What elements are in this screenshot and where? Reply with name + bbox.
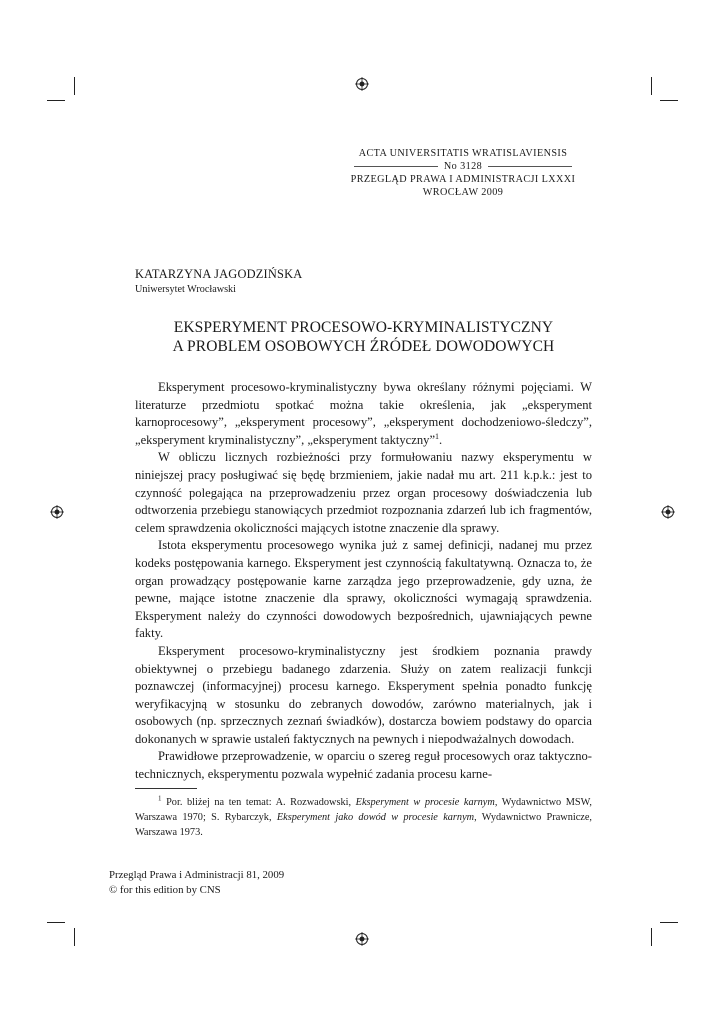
- journal-name: PRZEGLĄD PRAWA I ADMINISTRACJI LXXXI: [350, 174, 576, 185]
- page-footer: [109, 868, 284, 898]
- paragraph: [135, 379, 592, 449]
- crop-mark: [651, 77, 652, 95]
- footnote-ref: 1: [435, 431, 440, 441]
- paragraph-text: Eksperyment procesowo-kryminalistyczny bywa określany różnymi pojęciami. W literaturze przedmiotu spotkać można takie określenia, jak „eksperyment karnoprocesowy”, „eksperyment procesowy”, „eksperyment dochodzeniowo-śledczy”, „eksperyment kryminalistyczny”, „eksperyment taktyczny”: [135, 380, 592, 447]
- footnote: [135, 795, 592, 840]
- issue-number-text: No 3128: [443, 161, 483, 172]
- paragraph: Prawidłowe przeprowadzenie, w oparciu o szereg reguł procesowych oraz taktyczno-technicznych, eksperymentu pozwala wypełnić zadania procesu karne-: [135, 749, 592, 782]
- series-name: ACTA UNIVERSITATIS WRATISLAVIENSIS: [358, 148, 568, 159]
- crop-mark: [660, 922, 678, 923]
- author-name: KATARZYNA JAGODZIŃSKA: [135, 267, 303, 281]
- issue-number: [348, 160, 578, 173]
- footnote-rule: [135, 788, 197, 789]
- footnote-mark: 1: [158, 794, 162, 803]
- footnote-text: , Wydawnictwo Prawnicze, Warszawa 1973.: [135, 812, 592, 838]
- footer-copyright: © for this edition by CNS: [109, 884, 221, 896]
- footnote-title: Eksperyment w procesie karnym: [355, 797, 495, 808]
- crop-mark: [651, 928, 652, 946]
- footnote-text: Por. bliżej na ten temat: A. Rozwadowski,: [166, 797, 356, 808]
- author-affiliation: Uniwersytet Wrocławski: [135, 284, 236, 295]
- crop-mark: [47, 100, 65, 101]
- place-year: WROCŁAW 2009: [422, 187, 504, 198]
- article-body: [135, 379, 592, 784]
- paragraph: Istota eksperymentu procesowego wynika już z samej definicji, nadanej mu przez kodeks postępowania karnego. Eksperyment jest czynnością fakultatywną. Oznacza to, że organ prowadzący postępowanie karne zarządza jego przeprowadzenie, gdy uzna, że pewne, mające istotne znaczenie dla sprawy, okoliczności wymagają sprawdzenia. Eksperyment należy do czynności dowodowych bezpośrednich, ujawniających pewne fakty.: [135, 538, 592, 641]
- footnote-title: Eksperyment jako dowód w procesie karnym: [276, 812, 475, 823]
- crop-mark: [660, 100, 678, 101]
- paragraph: W obliczu licznych rozbieżności przy formułowaniu nazwy eksperymentu w niniejszej pracy posługiwać się będę brzmieniem, jakie nadał mu art. 211 k.p.k.: jest to czynność polegająca na przeprowadzeniu przez organ procesowy doświadczenia lub odtworzenia przebiegu stanowiących przedmiot rozpoznania zdarzeń lub ich fragmentów, celem sprawdzenia okoliczności mających istotne znaczenie dla sprawy.: [135, 450, 592, 535]
- title-line: EKSPERYMENT PROCESOWO-KRYMINALISTYCZNY: [173, 319, 554, 336]
- registration-mark-icon: [661, 505, 675, 519]
- article-title: [135, 318, 592, 356]
- paragraph: Eksperyment procesowo-kryminalistyczny jest środkiem poznania prawdy obiektywnej o przebiegu badanego zdarzenia. Służy on zatem realizacji funkcji poznawczej (informacyjnej) procesu karnego. Eksperyment spełnia ponadto funkcję weryfikacyjną w stosunku do zebranych dowodów, zarówno materialnych, jak i osobowych (np. sprzecznych zeznań świadków), dostarcza bowiem podstawy do oparcia dokonanych w sprawie ustaleń faktycznych na pewnych i niepodważalnych dowodach.: [135, 643, 592, 746]
- footnote-text: , Wydawnictwo MSW, Warszawa 1970; S. Rybarczyk,: [135, 797, 593, 823]
- registration-mark-icon: [355, 932, 369, 946]
- crop-mark: [47, 922, 65, 923]
- title-line: A PROBLEM OSOBOWYCH ŹRÓDEŁ DOWODOWYCH: [172, 338, 555, 355]
- registration-mark-icon: [355, 77, 369, 91]
- crop-mark: [74, 77, 75, 95]
- journal-header: [348, 147, 578, 199]
- paragraph-end: .: [439, 432, 443, 447]
- footer-citation: Przegląd Prawa i Administracji 81, 2009: [109, 869, 285, 881]
- registration-mark-icon: [50, 505, 64, 519]
- crop-mark: [74, 928, 75, 946]
